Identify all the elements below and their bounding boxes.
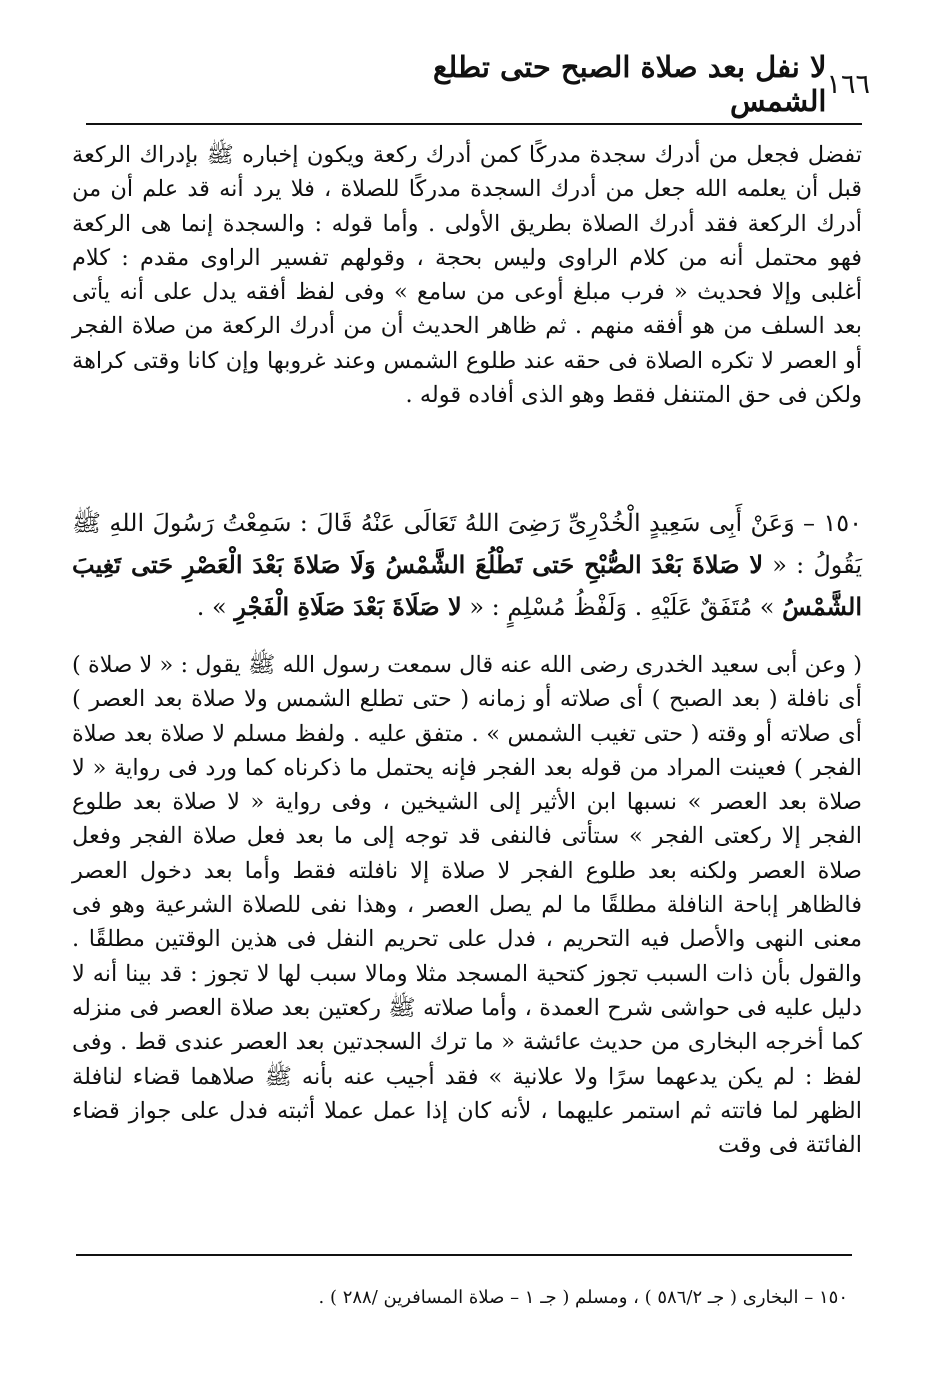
- header-divider: [86, 123, 862, 125]
- hadith-middle: » مُتَفَقٌ عَلَيْهِ . وَلَفْظُ مُسْلِمٍ : «: [469, 593, 775, 621]
- commentary-paragraph-1: تفضل فجعل من أدرك سجدة مدركًا كمن أدرك ركعة ويكون إخباره ﷺ بإدراك الركعة قبل أن يعلمه الله جعل من أدرك السجدة مدركًا للصلاة ، فلا يرد أنه قد علم أن من أدرك الركعة فقد أدرك الصلاة بطريق الأولى . وأما قوله : والسجدة إنما هى الركعة فهو محتمل أنه من كلام الراوى وليس بحجة ، وقولهم تفسير الراوى مقدم : كلام أغلبى وإلا فحديث « فرب مبلغ أوعى من سامع » وفى لفظ أفقه يدل على أنه يأتى بعد السلف من هو أفقه منهم . ثم ظاهر الحديث أن من أدرك الركعة من صلاة الفجر أو العصر لا تكره الصلاة فى حقه عند طلوع الشمس وعند غروبها وإن كانا وقتى كراهة ولكن فى حق المتنفل فقط وهو الذى أفاده قوله .: [72, 142, 862, 409]
- hadith-end: » .: [196, 593, 227, 621]
- page-header: [80, 50, 870, 118]
- hadith-150: [72, 502, 862, 628]
- hadith-intro: ١٥٠ – وَعَنْ أَبِى سَعِيدٍ الْخُدْرِىِّ رَضِىَ اللهُ تَعَالَى عَنْهُ قَالَ : سَمِعْتُ رَسُولَ اللهِ ﷺ يَقُولُ : «: [72, 509, 862, 579]
- footnote-divider: [76, 1254, 852, 1256]
- page-number: ١٦٦: [826, 68, 870, 100]
- footnote: ١٥٠ – البخارى ( جـ ٥٨٦/٢ ) ، ومسلم ( جـ ١ – صلاة المسافرين /٢٨٨ ) .: [318, 1287, 848, 1308]
- hadith-text-2: لا صَلَاةَ بَعْدَ صَلَاةِ الْفَجْرِ: [234, 592, 462, 621]
- commentary-paragraph-2: ( وعن أبى سعيد الخدرى رضى الله عنه قال سمعت رسول الله ﷺ يقول : « لا صلاة ) أى نافلة ( بعد الصبح ) أى صلاته أو زمانه ( حتى تطلع الشمس ولا صلاة بعد العصر ) أى صلاته أو وقته ( حتى تغيب الشمس » . متفق عليه . ولفظ مسلم لا صلاة بعد صلاة الفجر ) فعينت المراد من قوله بعد الفجر فإنه يحتمل ما ذكرناه كما ورد فى رواية « لا صلاة بعد العصر » نسبها ابن الأثير إلى الشيخين ، وفى رواية « لا صلاة بعد طلوع الفجر إلا ركعتى الفجر » ستأتى فالنفى قد توجه إلى ما بعد فعل صلاة الفجر وفعل صلاة العصر ولكنه بعد طلوع الفجر لا صلاة إلا نافلته فقط وأما بعد دخول العصر فالظاهر إباحة النافلة مطلقًا ما لم يصل العصر ، وهذا نفى للصلاة الشرعية وهو فى معنى النهى والأصل فيه التحريم ، فدل على تحريم النفل فى هذين الوقتين مطلقًا . والقول بأن ذات السبب تجوز كتحية المسجد مثلا ومالا سبب لها لا تجوز : قد بينا أنه لا دليل عليه فى حواشى شرح العمدة ، وأما صلاته ﷺ ركعتين بعد صلاة العصر فى منزله كما أخرجه البخارى من حديث عائشة « ما ترك السجدتين بعد العصر عندى قط . وفى لفظ : لم يكن يدعهما سرًا ولا علانية » فقد أجيب عنه بأنه ﷺ صلاهما قضاء لنافلة الظهر لما فاتته ثم استمر عليهما ، لأنه كان إذا عمل عملا أثبته فدل على جواز قضاء الفائتة فى وقت: [72, 652, 862, 1159]
- hadith-text-1: لا صَلاةَ بَعْدَ الصُّبْحِ حَتى تَطْلُعَ الشَّمْسُ وَلَا صَلاةَ بَعْدَ الْعَصْرِ حَتى تَغِيبَ الشَّمْسُ: [72, 550, 862, 621]
- running-title: لا نفل بعد صلاة الصبح حتى تطلع الشمس: [433, 50, 827, 118]
